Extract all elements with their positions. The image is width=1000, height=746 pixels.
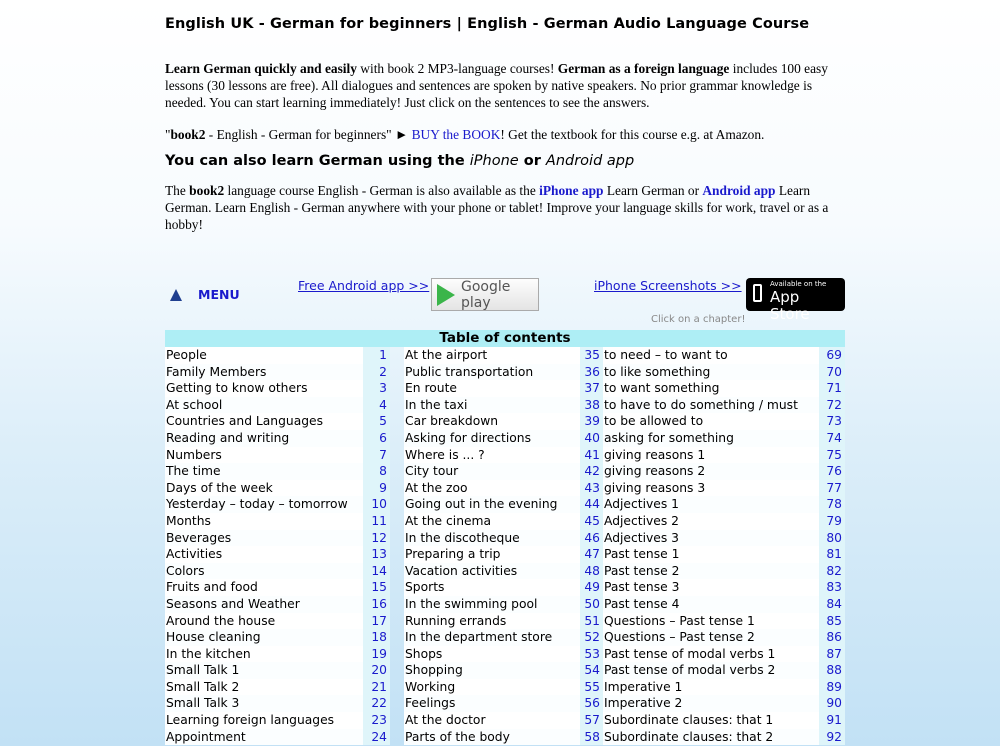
chapter-name[interactable]: In the kitchen xyxy=(165,646,363,663)
toc-row[interactable] xyxy=(404,513,603,530)
chapter-number[interactable]: 8 xyxy=(363,463,390,480)
toc-row[interactable] xyxy=(603,563,845,580)
chapter-number[interactable]: 69 xyxy=(819,347,845,364)
toc-row[interactable] xyxy=(404,679,603,696)
chapter-name[interactable]: Learning foreign languages xyxy=(165,712,363,729)
toc-row[interactable] xyxy=(165,513,404,530)
chapter-number[interactable]: 73 xyxy=(819,413,845,430)
chapter-name[interactable]: Sports xyxy=(404,579,580,596)
chapter-name[interactable]: Small Talk 3 xyxy=(165,695,363,712)
app-store-small-label: Available on the xyxy=(770,280,827,288)
toc-row[interactable] xyxy=(404,579,603,596)
chapter-number[interactable]: 18 xyxy=(363,629,390,646)
chapter-name[interactable]: Running errands xyxy=(404,613,580,630)
chapter-name[interactable]: Past tense of modal verbs 2 xyxy=(603,662,819,679)
iphone-icon xyxy=(753,284,762,302)
chapter-name[interactable]: At school xyxy=(165,397,363,414)
chapter-number[interactable]: 54 xyxy=(580,662,603,679)
toc-row[interactable] xyxy=(165,397,404,414)
chapter-number[interactable]: 42 xyxy=(580,463,603,480)
toc-row[interactable] xyxy=(165,447,404,464)
toc-row[interactable] xyxy=(603,695,845,712)
toc-row[interactable] xyxy=(404,546,603,563)
toc-row[interactable] xyxy=(603,613,845,630)
toc-column-1 xyxy=(165,347,404,745)
chapter-number[interactable]: 38 xyxy=(580,397,603,414)
chapter-number[interactable]: 57 xyxy=(580,712,603,729)
chapter-name[interactable]: Months xyxy=(165,513,363,530)
toc-row[interactable] xyxy=(404,364,603,381)
book-text-2: ! Get the textbook for this course e.g. at Amazon. xyxy=(500,127,765,142)
buy-book-link[interactable]: BUY the BOOK xyxy=(411,127,501,142)
toc-row[interactable] xyxy=(165,364,404,381)
toc-row[interactable] xyxy=(165,563,404,580)
android-app-link[interactable]: Android app xyxy=(702,183,776,198)
intro-paragraph xyxy=(165,60,835,111)
chapter-name[interactable]: Past tense 2 xyxy=(603,563,819,580)
toc-row[interactable] xyxy=(404,596,603,613)
chapter-number[interactable]: 55 xyxy=(580,679,603,696)
chapter-name[interactable]: Seasons and Weather xyxy=(165,596,363,613)
book-paragraph xyxy=(165,126,835,143)
chapter-name[interactable]: Activities xyxy=(165,546,363,563)
toc-row[interactable] xyxy=(165,430,404,447)
chapter-number[interactable]: 40 xyxy=(580,430,603,447)
toc-row[interactable] xyxy=(165,662,404,679)
chapter-name[interactable]: Vacation activities xyxy=(404,563,580,580)
chapter-name[interactable]: Asking for directions xyxy=(404,430,580,447)
chapter-name[interactable]: to have to do something / must xyxy=(603,397,819,414)
toc-row[interactable] xyxy=(603,596,845,613)
chapter-name[interactable]: Feelings xyxy=(404,695,580,712)
menu-label: MENU xyxy=(198,287,240,302)
chapter-number[interactable]: 72 xyxy=(819,397,845,414)
chapter-number[interactable]: 16 xyxy=(363,596,390,613)
intro-bold-2: German as a foreign language xyxy=(557,61,730,76)
toc-row[interactable] xyxy=(165,546,404,563)
toc-row[interactable] xyxy=(603,629,845,646)
toc-row[interactable] xyxy=(603,480,845,497)
toc-row[interactable] xyxy=(165,679,404,696)
chapter-name[interactable]: Where is ... ? xyxy=(404,447,580,464)
chapter-number[interactable]: 79 xyxy=(819,513,845,530)
toc-row[interactable] xyxy=(404,646,603,663)
chapter-number[interactable]: 15 xyxy=(363,579,390,596)
chapter-number[interactable]: 43 xyxy=(580,480,603,497)
toc-row[interactable] xyxy=(404,629,603,646)
toc-row[interactable] xyxy=(603,530,845,547)
chapter-name[interactable]: giving reasons 3 xyxy=(603,480,819,497)
chapter-name[interactable]: Shopping xyxy=(404,662,580,679)
chapter-number[interactable]: 84 xyxy=(819,596,845,613)
chapter-number[interactable]: 3 xyxy=(363,380,390,397)
intro-text-1: with book 2 MP3-language courses! xyxy=(356,61,558,76)
chapter-number[interactable]: 24 xyxy=(363,729,390,746)
toc-row[interactable] xyxy=(404,430,603,447)
toc-row[interactable] xyxy=(404,613,603,630)
chapter-name[interactable]: Shops xyxy=(404,646,580,663)
chapter-name[interactable]: Adjectives 2 xyxy=(603,513,819,530)
chapter-name[interactable]: Yesterday – today – tomorrow xyxy=(165,496,363,513)
chapter-name[interactable]: Subordinate clauses: that 2 xyxy=(603,729,819,746)
chapter-number[interactable]: 80 xyxy=(819,530,845,547)
toc-row[interactable] xyxy=(603,712,845,729)
chapter-number[interactable]: 17 xyxy=(363,613,390,630)
chapter-name[interactable]: to be allowed to xyxy=(603,413,819,430)
chapter-number[interactable]: 36 xyxy=(580,364,603,381)
chapter-name[interactable]: In the department store xyxy=(404,629,580,646)
app-store-big-label: App Store xyxy=(770,288,810,323)
toc-row[interactable] xyxy=(165,596,404,613)
toc-row[interactable] xyxy=(165,646,404,663)
toc-row[interactable] xyxy=(165,347,404,364)
chapter-number[interactable]: 76 xyxy=(819,463,845,480)
chapter-number[interactable]: 20 xyxy=(363,662,390,679)
chapter-name[interactable]: Past tense 3 xyxy=(603,579,819,596)
toc-row[interactable] xyxy=(603,579,845,596)
toc-row[interactable] xyxy=(165,712,404,729)
chapter-number[interactable]: 35 xyxy=(580,347,603,364)
chapter-number[interactable]: 45 xyxy=(580,513,603,530)
toc-row[interactable] xyxy=(603,364,845,381)
chapter-name[interactable]: to like something xyxy=(603,364,819,381)
chapter-number[interactable]: 21 xyxy=(363,679,390,696)
toc-row[interactable] xyxy=(404,729,603,746)
toc-row[interactable] xyxy=(165,695,404,712)
chapter-number[interactable]: 5 xyxy=(363,413,390,430)
chapter-name[interactable]: Beverages xyxy=(165,530,363,547)
apps-book-name: book2 xyxy=(189,183,225,198)
chapter-number[interactable]: 1 xyxy=(363,347,390,364)
toc-row[interactable] xyxy=(165,413,404,430)
chapter-name[interactable]: Imperative 2 xyxy=(603,695,819,712)
toc-row[interactable] xyxy=(603,347,845,364)
chapter-number[interactable]: 74 xyxy=(819,430,845,447)
toc-row[interactable] xyxy=(165,579,404,596)
toc-row[interactable] xyxy=(603,679,845,696)
chapter-number[interactable]: 44 xyxy=(580,496,603,513)
apps-heading-text: You can also learn German using the xyxy=(165,153,470,169)
chapter-name[interactable]: Car breakdown xyxy=(404,413,580,430)
book-quote: " xyxy=(165,127,171,142)
chapter-number[interactable]: 70 xyxy=(819,364,845,381)
chapter-name[interactable]: At the airport xyxy=(404,347,580,364)
chapter-number[interactable]: 14 xyxy=(363,563,390,580)
menu-button[interactable] xyxy=(170,287,240,302)
chapter-number[interactable]: 81 xyxy=(819,546,845,563)
chapter-number[interactable]: 56 xyxy=(580,695,603,712)
chapter-name[interactable]: Colors xyxy=(165,563,363,580)
chapter-number[interactable]: 86 xyxy=(819,629,845,646)
chapter-number[interactable]: 75 xyxy=(819,447,845,464)
toc-row[interactable] xyxy=(404,413,603,430)
chapter-name[interactable]: In the discotheque xyxy=(404,530,580,547)
chapter-name[interactable]: In the taxi xyxy=(404,397,580,414)
toc-row[interactable] xyxy=(165,380,404,397)
chapter-number[interactable]: 12 xyxy=(363,530,390,547)
chapter-name[interactable]: Days of the week xyxy=(165,480,363,497)
chapter-number[interactable]: 10 xyxy=(363,496,390,513)
menu-triangle-icon xyxy=(170,289,182,301)
chapter-number[interactable]: 11 xyxy=(363,513,390,530)
chapter-name[interactable]: Fruits and food xyxy=(165,579,363,596)
toc-row[interactable] xyxy=(404,480,603,497)
iphone-app-link[interactable]: iPhone app xyxy=(539,183,604,198)
chapter-number[interactable]: 53 xyxy=(580,646,603,663)
apps-heading-or: or xyxy=(518,153,546,169)
toc-row[interactable] xyxy=(165,629,404,646)
chapter-name[interactable]: giving reasons 2 xyxy=(603,463,819,480)
chapter-name[interactable]: People xyxy=(165,347,363,364)
toc-row[interactable] xyxy=(404,712,603,729)
chapter-name[interactable]: Going out in the evening xyxy=(404,496,580,513)
chapter-number[interactable]: 87 xyxy=(819,646,845,663)
chapter-name[interactable]: Family Members xyxy=(165,364,363,381)
chapter-name[interactable]: Adjectives 1 xyxy=(603,496,819,513)
apps-text-3: Learn German or xyxy=(603,183,703,198)
toc-row[interactable] xyxy=(603,496,845,513)
chapter-name[interactable]: Preparing a trip xyxy=(404,546,580,563)
toc-columns xyxy=(165,347,845,745)
intro-bold-1: Learn German quickly and easily xyxy=(165,61,357,76)
toc-row[interactable] xyxy=(165,496,404,513)
toc-row[interactable] xyxy=(404,380,603,397)
app-store-badge[interactable] xyxy=(746,278,845,323)
chapter-number[interactable]: 19 xyxy=(363,646,390,663)
chapter-number[interactable]: 49 xyxy=(580,579,603,596)
iphone-screenshots-link[interactable]: iPhone Screenshots >> xyxy=(594,278,742,293)
apps-text-2: language course English - German is also available as the xyxy=(224,183,540,198)
table-of-contents xyxy=(165,330,845,745)
chapter-name[interactable]: to want something xyxy=(603,380,819,397)
chapter-number[interactable]: 92 xyxy=(819,729,845,746)
chapter-number[interactable]: 22 xyxy=(363,695,390,712)
google-play-label: Google play xyxy=(461,278,511,311)
google-play-badge[interactable] xyxy=(431,278,539,311)
chapter-name[interactable]: House cleaning xyxy=(165,629,363,646)
chapter-name[interactable]: At the doctor xyxy=(404,712,580,729)
apps-heading-iphone: iPhone xyxy=(469,153,519,169)
chapter-number[interactable]: 37 xyxy=(580,380,603,397)
apps-text-1: The xyxy=(165,183,190,198)
chapter-name[interactable]: giving reasons 1 xyxy=(603,447,819,464)
toc-row[interactable] xyxy=(603,397,845,414)
free-android-app-link[interactable]: Free Android app >> xyxy=(298,278,430,293)
toc-row[interactable] xyxy=(603,430,845,447)
chapter-name[interactable]: Past tense of modal verbs 1 xyxy=(603,646,819,663)
toc-row[interactable] xyxy=(603,513,845,530)
toc-row[interactable] xyxy=(603,662,845,679)
chapter-name[interactable]: Questions – Past tense 1 xyxy=(603,613,819,630)
chapter-name[interactable]: asking for something xyxy=(603,430,819,447)
toc-row[interactable] xyxy=(603,380,845,397)
chapter-name[interactable]: Countries and Languages xyxy=(165,413,363,430)
chapter-number[interactable]: 82 xyxy=(819,563,845,580)
toc-row[interactable] xyxy=(603,546,845,563)
chapter-number[interactable]: 41 xyxy=(580,447,603,464)
chapter-number[interactable]: 91 xyxy=(819,712,845,729)
toc-row[interactable] xyxy=(404,496,603,513)
google-play-icon xyxy=(437,284,455,306)
toc-row[interactable] xyxy=(165,480,404,497)
chapter-name[interactable]: Adjectives 3 xyxy=(603,530,819,547)
chapter-name[interactable]: The time xyxy=(165,463,363,480)
chapter-name[interactable]: At the zoo xyxy=(404,480,580,497)
chapter-number[interactable]: 88 xyxy=(819,662,845,679)
chapter-number[interactable]: 85 xyxy=(819,613,845,630)
toc-row[interactable] xyxy=(165,463,404,480)
chapter-name[interactable]: Working xyxy=(404,679,580,696)
chapter-name[interactable]: Parts of the body xyxy=(404,729,580,746)
toc-row[interactable] xyxy=(165,729,404,746)
toc-row[interactable] xyxy=(603,413,845,430)
chapter-name[interactable]: Past tense 1 xyxy=(603,546,819,563)
toc-row[interactable] xyxy=(603,463,845,480)
chapter-number[interactable]: 47 xyxy=(580,546,603,563)
toc-row[interactable] xyxy=(603,729,845,746)
chapter-number[interactable]: 89 xyxy=(819,679,845,696)
toc-row[interactable] xyxy=(404,447,603,464)
chapter-name[interactable]: Past tense 4 xyxy=(603,596,819,613)
chapter-name[interactable]: City tour xyxy=(404,463,580,480)
chapter-number[interactable]: 6 xyxy=(363,430,390,447)
chapter-name[interactable]: Appointment xyxy=(165,729,363,746)
toc-title: Table of contents xyxy=(165,330,845,347)
chapter-name[interactable]: Small Talk 2 xyxy=(165,679,363,696)
chapter-name[interactable]: Subordinate clauses: that 1 xyxy=(603,712,819,729)
chapter-number[interactable]: 13 xyxy=(363,546,390,563)
chapter-name[interactable]: Reading and writing xyxy=(165,430,363,447)
page-title: English UK - German for beginners | English - German Audio Language Course xyxy=(165,16,810,32)
chapter-number[interactable]: 9 xyxy=(363,480,390,497)
chapter-number[interactable]: 39 xyxy=(580,413,603,430)
chapter-name[interactable]: Getting to know others xyxy=(165,380,363,397)
book-text-1: - English - German for beginners" ► xyxy=(205,127,412,142)
toc-row[interactable] xyxy=(404,530,603,547)
chapter-number[interactable]: 78 xyxy=(819,496,845,513)
chapter-number[interactable]: 50 xyxy=(580,596,603,613)
toc-column-3 xyxy=(603,347,845,745)
chapter-number[interactable]: 52 xyxy=(580,629,603,646)
chapter-name[interactable]: En route xyxy=(404,380,580,397)
intro-text-2: includes 100 easy lessons (30 lessons are free). All dialogues and sentences are spoken by native speakers. No prior grammar knowledge is needed. You can start learning immediately! Just click on the sentences to see the answers. xyxy=(165,61,828,110)
chapter-name[interactable]: In the swimming pool xyxy=(404,596,580,613)
chapter-number[interactable]: 83 xyxy=(819,579,845,596)
chapter-number[interactable]: 77 xyxy=(819,480,845,497)
toc-row[interactable] xyxy=(165,530,404,547)
chapter-number[interactable]: 51 xyxy=(580,613,603,630)
apps-heading xyxy=(165,153,634,169)
chapter-hint: Click on a chapter! xyxy=(651,314,746,325)
apps-paragraph xyxy=(165,182,835,233)
chapter-name[interactable]: Small Talk 1 xyxy=(165,662,363,679)
chapter-number[interactable]: 2 xyxy=(363,364,390,381)
chapter-name[interactable]: Public transportation xyxy=(404,364,580,381)
chapter-name[interactable]: At the cinema xyxy=(404,513,580,530)
chapter-number[interactable]: 7 xyxy=(363,447,390,464)
chapter-name[interactable]: to need – to want to xyxy=(603,347,819,364)
chapter-number[interactable]: 48 xyxy=(580,563,603,580)
apps-heading-android: Android app xyxy=(545,153,635,169)
toc-row[interactable] xyxy=(404,563,603,580)
chapter-number[interactable]: 71 xyxy=(819,380,845,397)
chapter-name[interactable]: Numbers xyxy=(165,447,363,464)
chapter-name[interactable]: Questions – Past tense 2 xyxy=(603,629,819,646)
chapter-number[interactable]: 23 xyxy=(363,712,390,729)
toc-row[interactable] xyxy=(404,463,603,480)
book-name: book2 xyxy=(170,127,206,142)
chapter-name[interactable]: Imperative 1 xyxy=(603,679,819,696)
toc-row[interactable] xyxy=(165,613,404,630)
chapter-number[interactable]: 90 xyxy=(819,695,845,712)
toc-row[interactable] xyxy=(404,695,603,712)
toc-row[interactable] xyxy=(404,397,603,414)
toc-row[interactable] xyxy=(603,447,845,464)
chapter-number[interactable]: 58 xyxy=(580,729,603,746)
toc-row[interactable] xyxy=(404,347,603,364)
chapter-number[interactable]: 46 xyxy=(580,530,603,547)
apps-text-4: Learn German. Learn English - German anywhere with your phone or tablet! Improve your language skills for work, travel or as a hobby! xyxy=(165,183,829,232)
toc-column-2 xyxy=(404,347,603,745)
toc-row[interactable] xyxy=(603,646,845,663)
chapter-name[interactable]: Around the house xyxy=(165,613,363,630)
toc-row[interactable] xyxy=(404,662,603,679)
chapter-number[interactable]: 4 xyxy=(363,397,390,414)
